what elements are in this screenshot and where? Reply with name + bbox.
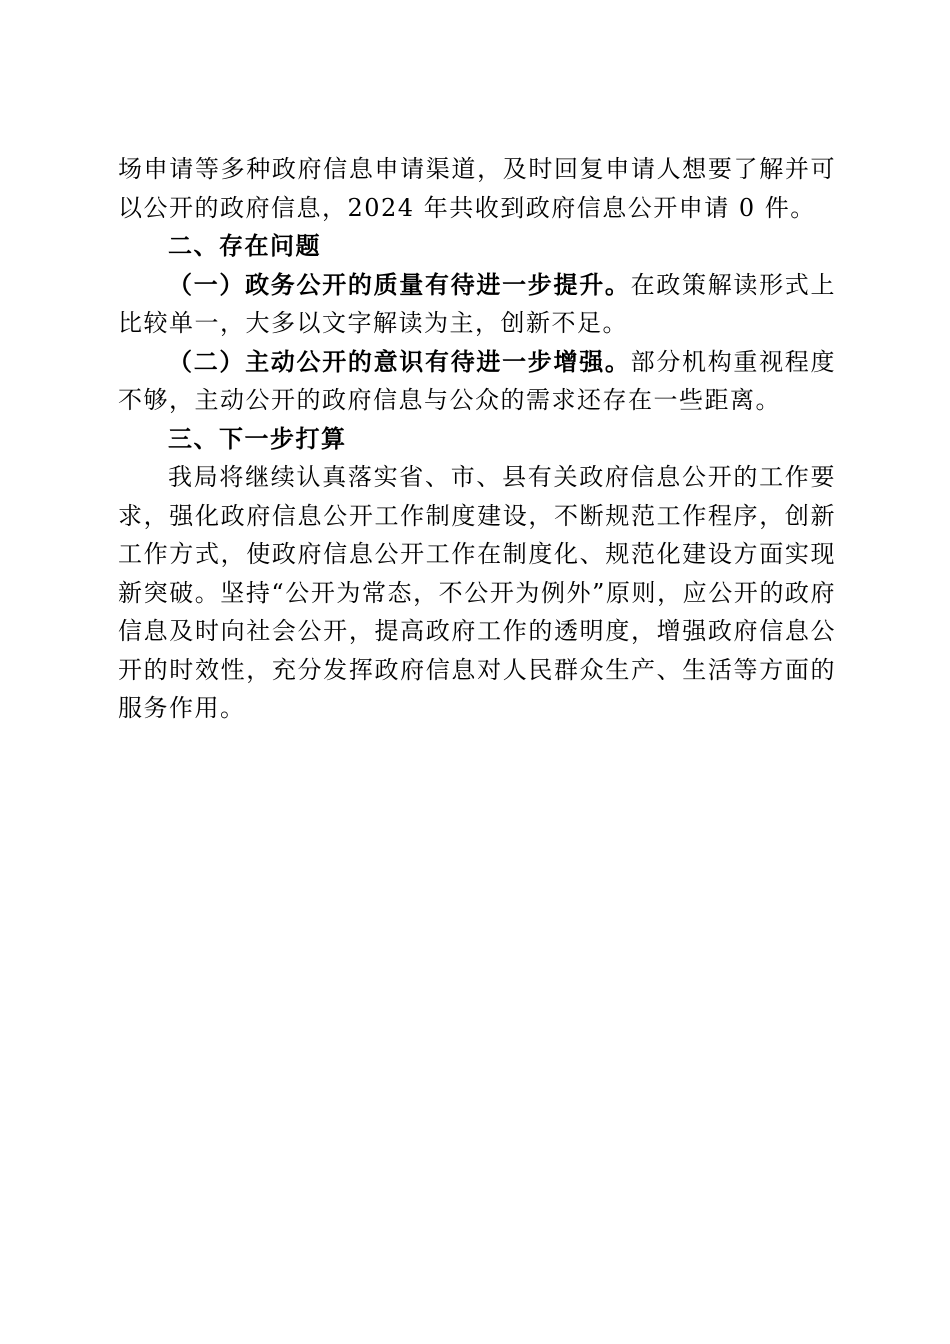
section-heading-next-steps: 三、下一步打算 — [168, 424, 347, 453]
problem-1-body: 在政策解读形式上比较单一，大多以文字解读为主，创新不足。 — [118, 270, 837, 337]
paragraph-continuation: 场申请等多种政府信息申请渠道，及时回复申请人想要了解并可以公开的政府信息，2024 年共收到政府信息公开申请 0 件。 — [118, 155, 836, 222]
paragraph-next-steps: 我局将继续认真落实省、市、县有关政府信息公开的工作要求，强化政府信息公开工作制度建设，不断规范工作程序，创新工作方式，使政府信息公开工作在制度化、规范化建设方面实现新突破。坚持“公开为常态，不公开为例外”原则，应公开的政府信息及时向社会公开，提高政府工作的透明度，增强政府信息公开的时效性，充分发挥政府信息对人民群众生产、生活等方面的服务作用。 — [118, 463, 836, 722]
section-heading-problems: 二、存在问题 — [168, 232, 321, 260]
problem-2-body: 部分机构重视程度不够，主动公开的政府信息与公众的需求还存在一些距离。 — [118, 347, 837, 414]
document-body — [118, 150, 836, 728]
problem-2-lead: （二）主动公开的意识有待进一步增强。 — [168, 346, 631, 376]
paragraph-problem-2 — [118, 343, 836, 420]
paragraph-problem-1 — [118, 266, 836, 343]
problem-1-lead: （一）政务公开的质量有待进一步提升。 — [168, 269, 631, 299]
